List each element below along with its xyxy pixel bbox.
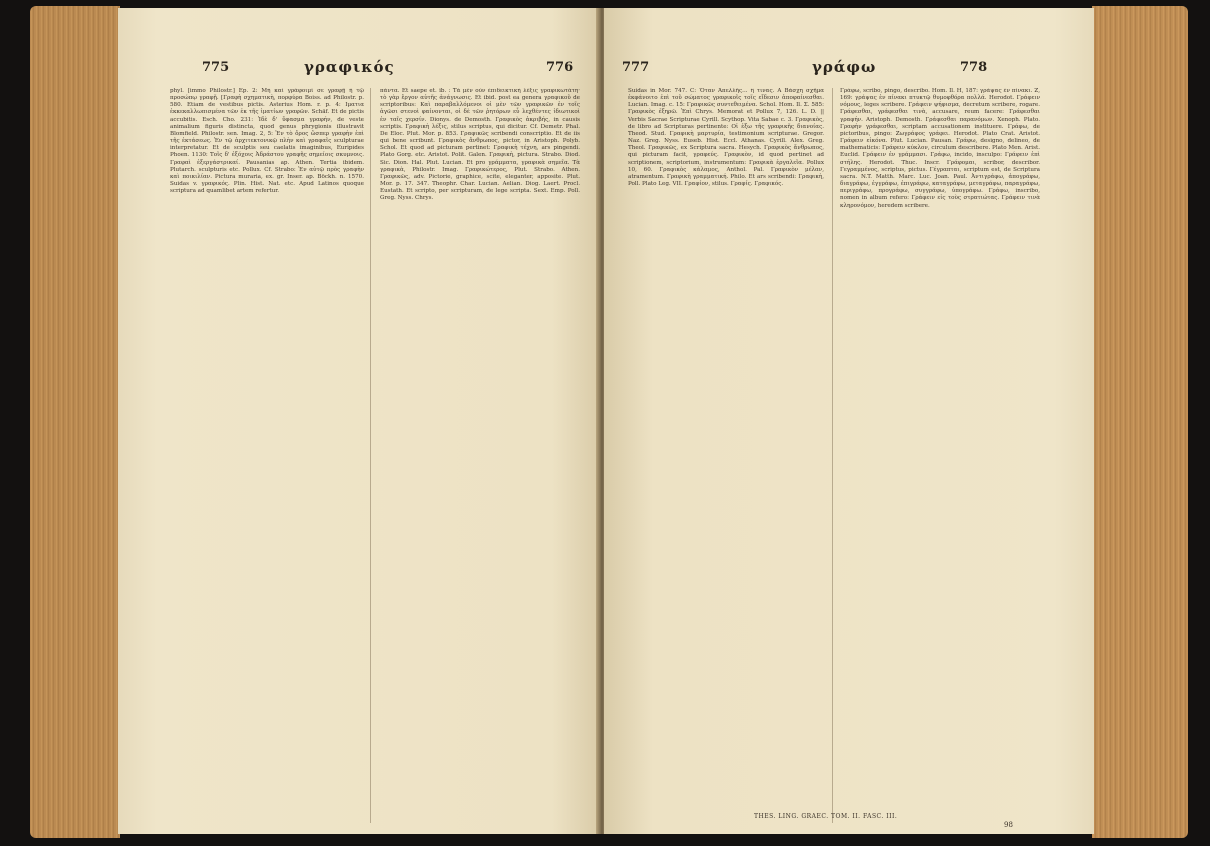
signature-mark: 98 <box>1004 821 1013 829</box>
running-headword: γράφω <box>812 58 877 76</box>
column-text: πάντα. Et saepe et. ib. : Τὰ μὲν οὖν ἐπιδεικτικὴ λέξις γραφικωτάτη· τὸ γὰρ ἔργον αὐτῆς ἀνάγνωσις. Et ibid. post ea genera γραφικοῦ de scriptoribus: Καὶ παραβαλλόμενοι οἱ μὲν τῶν γραφικῶν ἐν τοῖς ἀγῶσι στενοὶ φαίνονται, οἱ δὲ τῶν ῥητόρων εὖ λεχθέντες ἰδιωτικοὶ ἐν ταῖς χερσίν. Dionys. de Demosth. Γραφικὸς ἀκριβής, in causis scriptis. Γραφικὴ λέξις, stilus scriptus, qui dicitur. Cf. Demetr. Phal. De Eloc. Plut. Mor. p. 853. Γραφικῶς scribendi conscriptio. Et de iis qui bene scribunt. Γραφικὸς ἄνθρωπος, pictor, in Aristoph. Polyb. Schol. Et quod ad picturam pertinet: Γραφικὴ τέχνη, ars pingendi. Plato Gorg. etc. Aristot. Polit. Galen. Γραφικὴ, pictura. Strabo. Diod. Sic. Dion. Hal. Plut. Lucian. Et pro γράμματα, γραφικὰ σημεῖα. Τὰ γραφικὰ, Philostr. Imag. Γραφικώτερος, Plut. Strabo. Athen. Γραφικῶς, adv. Pictorie, graphice, scite, eleganter, apposite. Plut. Mor. p. 17. 347. Theophr. Char. Lucian. Aelian. Diog. Laert. Procl. Eustath. Et scripto, per scripturam, de lege scripta. Sext. Emp. Poll. Greg. Nyss. Chrys. <box>380 88 580 202</box>
right-page <box>604 8 1094 834</box>
text-column <box>840 88 1040 828</box>
running-headword: γραφικός <box>304 58 395 76</box>
right-page-edges <box>1092 6 1188 838</box>
page-number: 776 <box>546 60 574 75</box>
left-page-edges <box>30 6 120 838</box>
right-page-header <box>604 60 1094 84</box>
page-number: 778 <box>960 60 988 75</box>
text-column <box>628 88 824 828</box>
text-column <box>170 88 364 828</box>
column-text: Suidas in Mor. 747. C: Ὅταν Ἀπελλῆς... ἢ τινας. Α Βάσχη σχῆμα ἐκφάνοιτο ἐπὶ τοῦ σώματος γραφικοῖς τοῖς εἴδεσιν ἀποφαίνεσθαι. Lucian. Imag. c. 15: Γραφικῶς συντεθειμένα. Schol. Hom. Il. Σ. 585: Γραφικὸς ἐξηρῶ. Ἐπὶ Chrys. Memorat et Pollux 7, 126. L. D. || Verbis Sacrae Scripturae Cyrill. Scythop. Vita Sabae c. 3. Γραφικὸς, de libro ad Scripturas pertinente: Οἱ ἐξω τῆς γραφικῆς διανοίας. Theod. Stud. Γραφικὴ μαρτυρία, testimonium scripturae. Gregor. Naz. Greg. Nyss. Euseb. Hist. Eccl. Athanas. Cyrill. Alex. Greg. Theol. Γραφικῶς, ex Scriptura sacra. Hesych. Γραφικὸς ἄνθρωπος, qui picturam facit, γραφεύς. Γραφικὸν, id quod pertinet ad scriptionem, scriptorium, instrumentum: Γραφικὰ ἐργαλεῖα. Pollux 10, 60. Γραφικὸς κάλαμος, Anthol. Pal. Γραφικὸν μέλαν, atramentum. Γραφικὴ γραμματική. Philo. Et ars scribendi: Γραφικὴ, Poll. Plato Leg. VII. Γραφίον, stilus. Γραφίς. Γραφικός. <box>628 88 824 188</box>
page-footer: THES. LING. GRAEC. TOM. II. FASC. III. <box>754 813 898 820</box>
column-divider <box>832 88 833 823</box>
text-column <box>380 88 580 828</box>
left-page <box>118 8 600 834</box>
column-text: phyl. [immo Philostr.] Ep. 2: Μὴ καὶ γράφοιμί σε γραφῇ ἢ τῷ προσώπῳ γραφῇ. [Γραφὴ σχηματικὴ, πορφύρα Boiss. ad Philostr. p. 580. Etiam de vestibus pictis. Asterius Hom. r. p. 4: Ιματια ἐκκεκαλλωπισμένα τῶν ἐκ τῆς ἱματίων γραφῶν. Schäf. Et de pictis accubitis. Esch. Cho. 231: Ἰδὲ δ' ὕφασμα γραφήν, de veste animalium figuris distincta, quod genus phrygionis illustravit Blomfield. Philostr. sen. Imag. 2, 5: Ἐν τὸ ὄρος ὥσπερ γραφὴν ἐπὶ τῆς ἐκτάσεως. Ἐν τῷ ἀρχιτεκτονικῷ πλὴν καὶ γραφαῖς sculpturae interpretatur. Et de sculptis seu caelatis imaginibus, Euripides Phoen. 1130: Τοῖς δ' ἐξόχοις Ἀδράστου γραφῆς σημείοις σκυμνοις. Γραφαὶ ἐξεργάστρικαί. Pausanias ap. Athen. Tertia ibidem. Plutarch. sculpturis etc. Pollux. Cf. Strabo: Ἐν αὐτῷ πρὸς γραφὴν καὶ ποικιλίαν. Pictura muraria, ex. gr. Inser. ap. Böckh. n. 1570. Suidas v. γραφικός. Plin. Hist. Nat. etc. Apud Latinos quoque scriptura ad quamlibet artem refertur. <box>170 88 364 195</box>
left-page-header <box>118 60 600 84</box>
page-number: 775 <box>202 60 230 75</box>
page-number: 777 <box>622 60 650 75</box>
column-divider <box>370 88 371 823</box>
column-text: Γράφω, scribo, pingo, describo. Hom. Il. H, 187: γράψας ἐν πίνακι. Ζ, 169: γράψας ἐν πίνακι πτυκτῷ θυμοφθόρα πολλά. Herodot. Γράφειν νόμους, leges scribere. Γράφειν ψήφισμα, decretum scribere, rogare. Γράφεσθαι, γράφεσθαι τινὰ, accusare, reum facere: Γράφεσθαι γραφήν. Aristoph. Demosth. Γράφεσθαι παρανόμων. Xenoph. Plato. Γραφὴν γράφεσθαι, scriptam accusationem instituere. Γράφω, de pictoribus, pingo: Ζωγράφος γράφει. Herodot. Plato Crat. Aristot. Γράφειν εἰκόνα. Plut. Lucian. Pausan. Γράφω, designo, delineo, de mathematicis: Γράφειν κύκλον, circulum describere. Plato Men. Arist. Euclid. Γράφειν ἐν γράμμασι. Γράφω, incido, insculpo: Γράφειν ἐπὶ στήλης. Herodot. Thuc. Inscr. Γράφομαι, scribor, describor. Γεγραμμένος, scriptus, pictus. Γέγραπται, scriptum est, de Scriptura sacra. N.T. Matth. Marc. Luc. Joan. Paul. Ἀντιγράφω, ἀπογράφω, διαγράφω, ἐγγράφω, ἐπιγράφω, καταγράφω, μεταγράφω, παραγράφω, περιγράφω, προγράφω, συγγράφω, ὑπογράφω. Γράφω, inscribo, nomen in album refero: Γράφειν εἰς τοὺς στρατιώτας. Γράφειν τινὰ κληρονόμον, heredem scribere. <box>840 88 1040 209</box>
